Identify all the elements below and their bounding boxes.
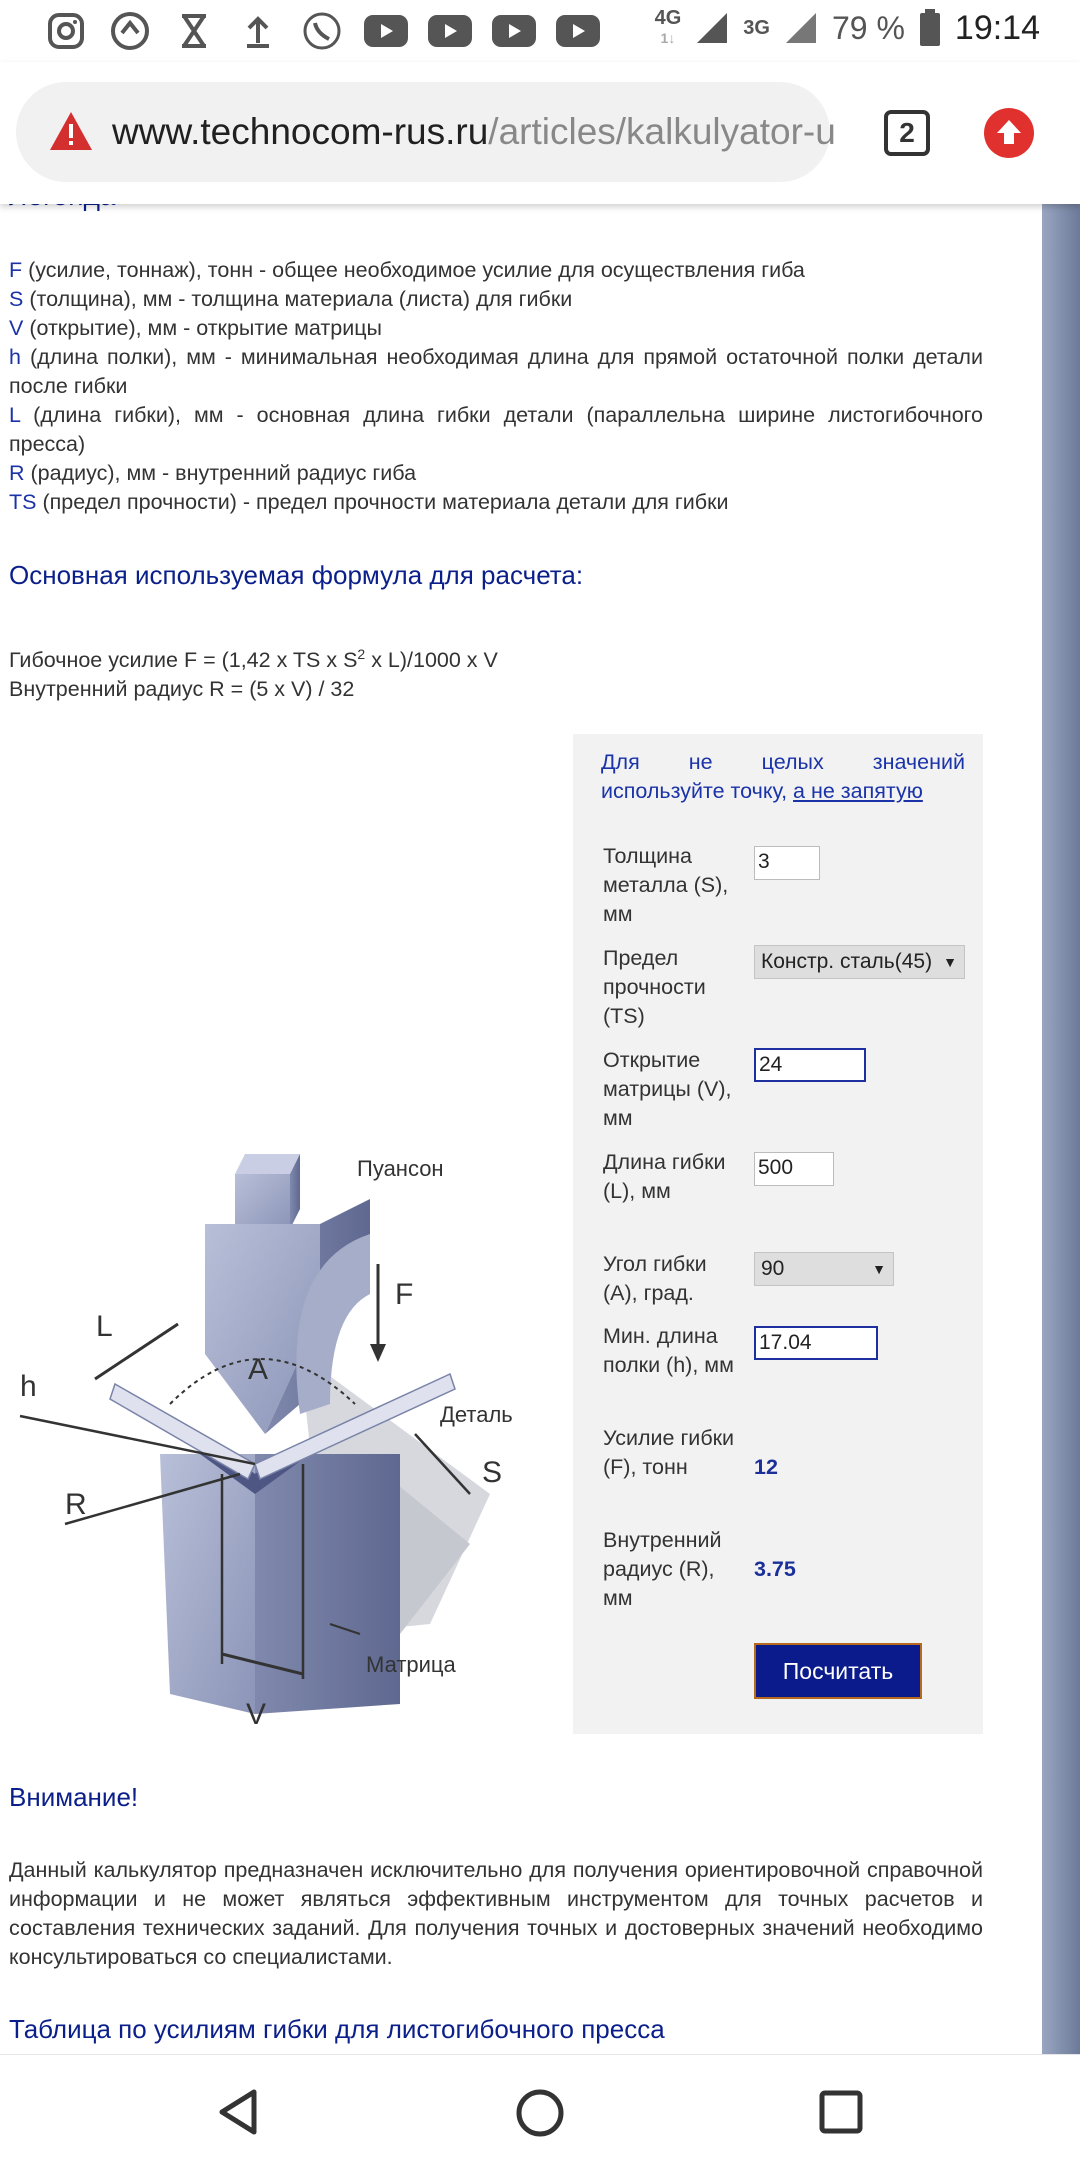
warning-icon[interactable] bbox=[48, 110, 94, 152]
calculate-button[interactable]: Посчитать bbox=[754, 1643, 922, 1699]
f-arrowhead bbox=[370, 1344, 386, 1362]
legend-item: R (радиус), мм - внутренний радиус гиба bbox=[9, 461, 417, 485]
youtube-icon bbox=[556, 9, 600, 53]
page-content bbox=[0, 204, 1042, 2054]
force-result: 12 bbox=[754, 1455, 778, 1479]
url-domain: www.technocom-rus.ru bbox=[112, 111, 489, 152]
label-die: Матрица bbox=[366, 1652, 456, 1677]
signal-icon bbox=[695, 11, 729, 45]
h-line bbox=[20, 1416, 255, 1464]
page-scrollbar[interactable] bbox=[1042, 204, 1080, 2054]
youtube-icon bbox=[492, 9, 536, 53]
battery-percent: 79 % bbox=[831, 9, 905, 46]
legend-list bbox=[9, 256, 983, 517]
navigation-bar bbox=[0, 2054, 1080, 2160]
dropdown-arrow-icon: ▼ bbox=[943, 954, 957, 970]
disclaimer-text: Данный калькулятор предназначен исключительно для получения ориентировочной справочной информации и не может являться эффективным инструментом для точных расчетов и составления технических заданий. Для получения точных и достоверных значений необходимо консультироваться со специалистами. bbox=[9, 1858, 983, 1969]
angle-label: Угол гибки (А), град. bbox=[603, 1252, 707, 1305]
label-part: Деталь bbox=[440, 1402, 513, 1427]
formula-block bbox=[9, 640, 498, 704]
youtube-icon bbox=[428, 9, 472, 53]
flange-input[interactable]: 17.04 bbox=[754, 1326, 878, 1360]
label-v: V bbox=[246, 1698, 267, 1731]
thickness-label: Толщина металла (S), мм bbox=[603, 844, 729, 926]
press-brake-diagram bbox=[0, 934, 560, 1764]
radius-label: Внутренний радиус (R), мм bbox=[603, 1528, 722, 1610]
legend-item: L (длина гибки), мм - основная длина гибки детали (параллельна ширине листогибочного пресса) bbox=[9, 403, 983, 456]
opening-input[interactable]: 24 bbox=[754, 1048, 866, 1082]
instagram-icon bbox=[44, 9, 88, 53]
tab-switcher-button[interactable]: 2 bbox=[884, 110, 930, 156]
label-l: L bbox=[96, 1310, 113, 1343]
formula-radius: Внутренний радиус R = (5 x V) / 32 bbox=[9, 677, 355, 701]
angle-select[interactable]: 90 ▼ bbox=[754, 1252, 894, 1286]
label-punch: Пуансон bbox=[357, 1156, 444, 1181]
label-h: h bbox=[20, 1370, 37, 1403]
battery-icon bbox=[919, 9, 941, 47]
thickness-input[interactable]: 3 bbox=[754, 846, 820, 880]
punch-top-front bbox=[235, 1174, 290, 1229]
url-path: /articles/kalkulyator-u bbox=[488, 111, 836, 152]
back-icon[interactable] bbox=[214, 2087, 264, 2137]
sync-icon bbox=[108, 9, 152, 53]
dropdown-arrow-icon: ▼ bbox=[872, 1261, 886, 1277]
browser-toolbar bbox=[0, 62, 1080, 204]
home-icon[interactable] bbox=[514, 2087, 566, 2139]
opening-label: Открытие матрицы (V), мм bbox=[603, 1048, 732, 1130]
signal-icon bbox=[784, 11, 818, 45]
youtube-icon bbox=[364, 9, 408, 53]
arrow-up-icon bbox=[984, 108, 1034, 158]
update-button[interactable] bbox=[984, 108, 1034, 158]
formula-force: Гибочное усилие F = (1,42 x TS x $S^2$ x L)/1000 x V bbox=[9, 646, 498, 672]
clock: 19:14 bbox=[954, 8, 1040, 47]
legend-item: V (открытие), мм - открытие матрицы bbox=[9, 316, 382, 340]
length-input[interactable]: 500 bbox=[754, 1152, 834, 1186]
url-bar[interactable] bbox=[16, 82, 836, 182]
radius-result: 3.75 bbox=[754, 1557, 796, 1581]
status-bar bbox=[0, 0, 1080, 62]
legend-item: S (толщина), мм - толщина материала (листа) для гибки bbox=[9, 287, 573, 311]
attention-heading: Внимание! bbox=[9, 1782, 139, 1812]
strength-label: Предел прочности (TS) bbox=[603, 946, 706, 1028]
punch-top-block bbox=[235, 1154, 300, 1174]
strength-select[interactable]: Констр. сталь(45) ▼ bbox=[754, 945, 965, 979]
recents-icon[interactable] bbox=[818, 2089, 864, 2135]
label-a: A bbox=[248, 1353, 269, 1386]
flange-label: Мин. длина полки (h), мм bbox=[603, 1324, 734, 1377]
decimal-note-link[interactable]: а не запятую bbox=[793, 779, 923, 803]
label-s: S bbox=[482, 1456, 503, 1489]
legend-item: h (длина полки), мм - минимальная необходимая длина для прямой остаточной полки детали после гибки bbox=[9, 345, 983, 398]
label-f: F bbox=[395, 1278, 414, 1311]
label-r: R bbox=[65, 1488, 87, 1521]
calculator-panel bbox=[573, 734, 983, 1734]
phone-call-icon bbox=[300, 9, 344, 53]
network-indicator-3g: 3G bbox=[743, 17, 770, 39]
length-label: Длина гибки (L), мм bbox=[603, 1150, 726, 1203]
legend-item: TS (предел прочности) - предел прочности материала детали для гибки bbox=[9, 490, 729, 514]
legend-item: F (усилие, тоннаж), тонн - общее необходимое усилие для осуществления гиба bbox=[9, 258, 805, 282]
url-text[interactable] bbox=[112, 108, 836, 156]
formula-heading: Основная используемая формула для расчета: bbox=[9, 560, 584, 590]
table-heading: Таблица по усилиям гибки для листогибочного пресса bbox=[9, 2014, 665, 2044]
hourglass-icon bbox=[172, 9, 216, 53]
network-indicator-4g: 4G 1↓ bbox=[654, 7, 682, 46]
decimal-note: Для не целых значений используйте точку, а не запятую bbox=[601, 750, 965, 803]
upload-icon bbox=[236, 9, 280, 53]
force-label: Усилие гибки (F), тонн bbox=[603, 1426, 735, 1479]
